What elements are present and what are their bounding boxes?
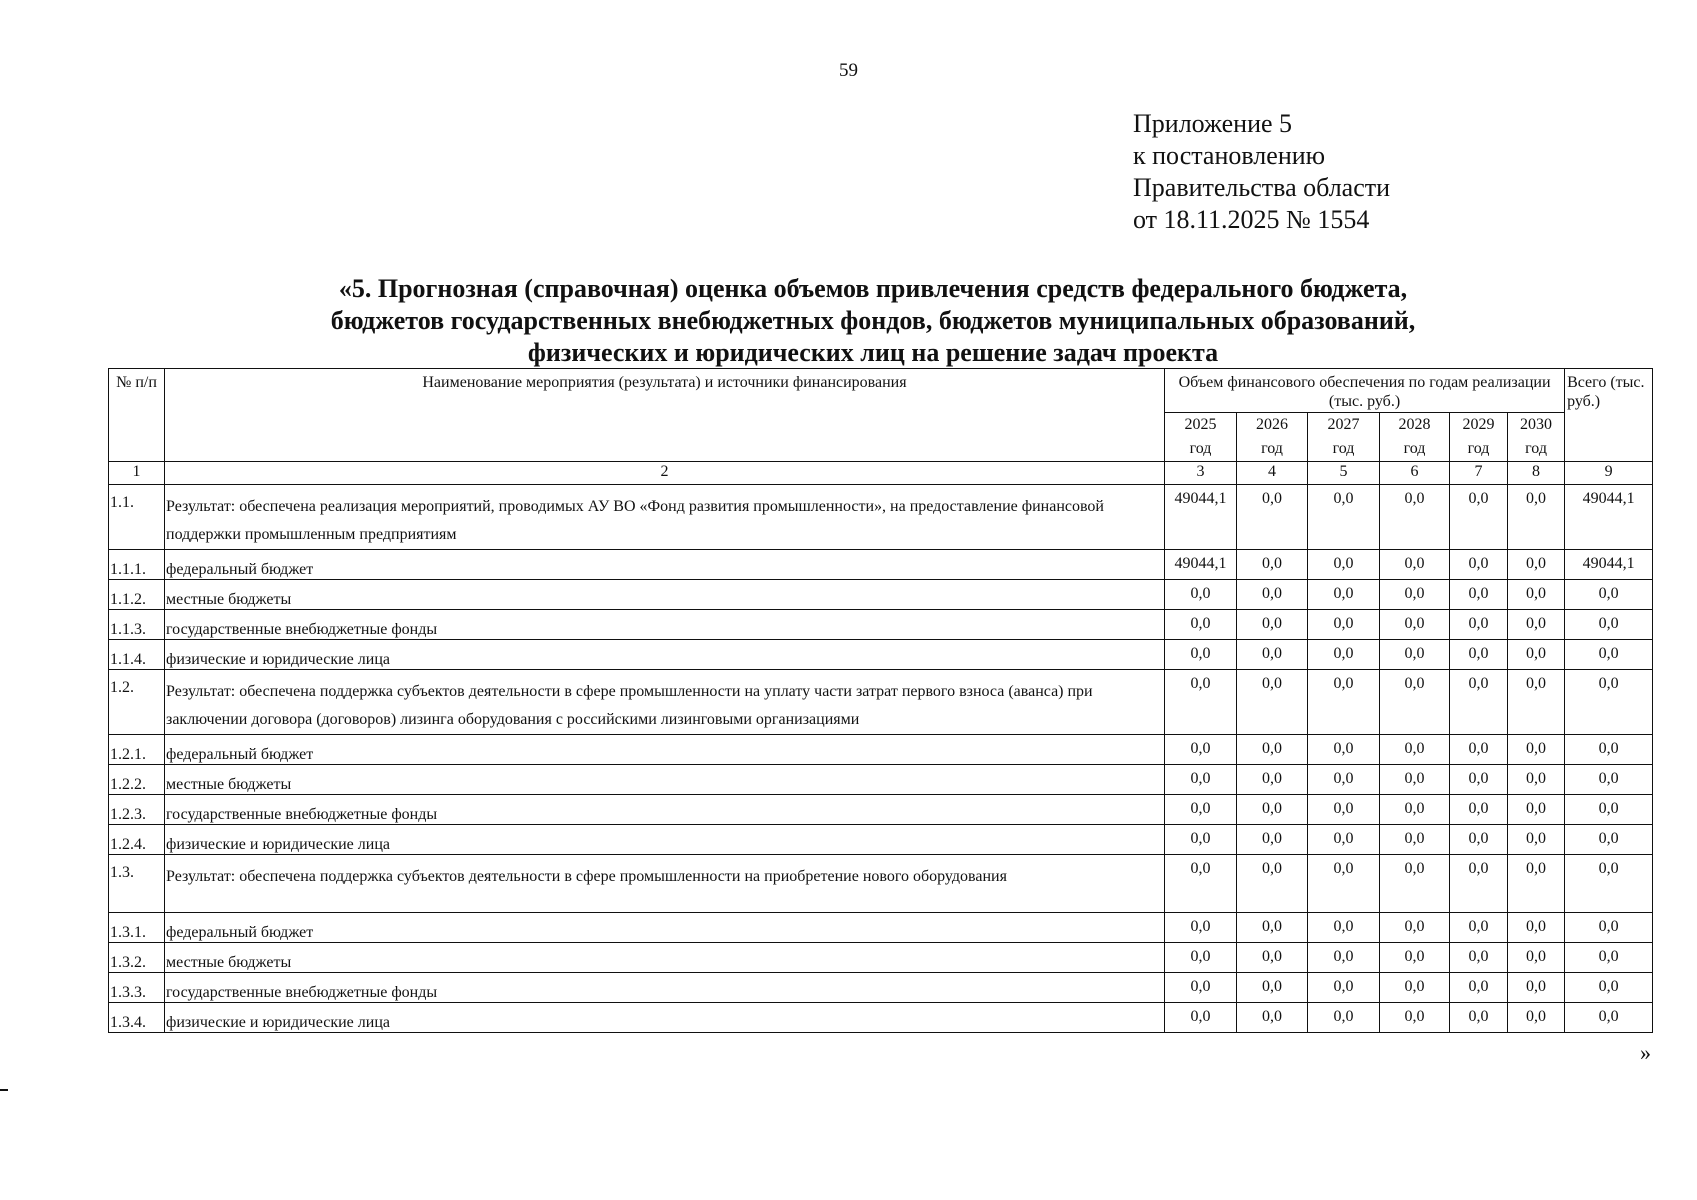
row-year-value: 0,0 — [1450, 825, 1508, 855]
row-year-value: 0,0 — [1450, 485, 1508, 550]
row-number: 1.3. — [109, 855, 165, 913]
column-index: 5 — [1308, 462, 1380, 485]
table-row — [109, 765, 1653, 795]
header-year-number: 2030 — [1520, 416, 1553, 433]
row-year-value: 0,0 — [1308, 610, 1380, 640]
row-year-value: 0,0 — [1237, 765, 1308, 795]
margin-mark — [0, 1089, 8, 1091]
row-year-value: 0,0 — [1450, 943, 1508, 973]
row-year-value: 0,0 — [1450, 735, 1508, 765]
table-row — [109, 670, 1653, 735]
row-year-value: 0,0 — [1165, 913, 1237, 943]
appendix-line: от 18.11.2025 № 1554 — [1133, 205, 1370, 234]
table-row — [109, 795, 1653, 825]
row-year-value: 0,0 — [1380, 640, 1450, 670]
column-index: 3 — [1165, 462, 1237, 485]
header-year — [1308, 413, 1380, 462]
row-year-value: 0,0 — [1308, 550, 1380, 580]
row-year-value: 0,0 — [1508, 670, 1565, 735]
row-year-value: 0,0 — [1508, 610, 1565, 640]
row-year-value: 0,0 — [1237, 795, 1308, 825]
header-total: Всего (тыс. руб.) — [1565, 369, 1653, 462]
row-name: федеральный бюджет — [165, 735, 1165, 765]
row-total-value: 0,0 — [1565, 580, 1653, 610]
row-year-value: 0,0 — [1308, 580, 1380, 610]
row-year-value: 0,0 — [1165, 795, 1237, 825]
row-year-value: 0,0 — [1508, 795, 1565, 825]
row-number: 1.1.3. — [109, 610, 165, 640]
row-year-value: 0,0 — [1450, 670, 1508, 735]
row-name: Результат: обеспечена реализация мероприятий, проводимых АУ ВО «Фонд развития промышленности», на предоставление финансовой поддержки промышленным предприятиям — [165, 485, 1165, 550]
table-row — [109, 943, 1653, 973]
row-name: государственные внебюджетные фонды — [165, 973, 1165, 1003]
row-year-value: 0,0 — [1380, 1003, 1450, 1033]
row-year-value: 0,0 — [1237, 640, 1308, 670]
row-number: 1.3.2. — [109, 943, 165, 973]
row-total-value: 0,0 — [1565, 913, 1653, 943]
row-year-value: 0,0 — [1308, 735, 1380, 765]
header-year-number: 2025 — [1184, 416, 1217, 433]
row-number: 1.2.1. — [109, 735, 165, 765]
row-name: местные бюджеты — [165, 943, 1165, 973]
row-year-value: 0,0 — [1165, 825, 1237, 855]
row-year-value: 0,0 — [1508, 550, 1565, 580]
row-total-value: 0,0 — [1565, 825, 1653, 855]
row-year-value: 0,0 — [1380, 825, 1450, 855]
row-year-value: 0,0 — [1165, 943, 1237, 973]
header-year-unit: год — [1467, 440, 1490, 457]
table-row — [109, 913, 1653, 943]
row-year-value: 0,0 — [1237, 485, 1308, 550]
row-name: физические и юридические лица — [165, 1003, 1165, 1033]
row-year-value: 0,0 — [1308, 825, 1380, 855]
column-index: 9 — [1565, 462, 1653, 485]
table-row — [109, 485, 1653, 550]
row-year-value: 0,0 — [1165, 765, 1237, 795]
closing-quote: » — [1640, 1040, 1651, 1065]
column-index: 1 — [109, 462, 165, 485]
row-year-value: 0,0 — [1508, 973, 1565, 1003]
row-year-value: 0,0 — [1380, 943, 1450, 973]
row-year-value: 0,0 — [1237, 1003, 1308, 1033]
row-total-value: 0,0 — [1565, 973, 1653, 1003]
header-year — [1450, 413, 1508, 462]
row-year-value: 0,0 — [1508, 855, 1565, 913]
row-year-value: 0,0 — [1237, 943, 1308, 973]
row-year-value: 0,0 — [1237, 855, 1308, 913]
row-year-value: 0,0 — [1450, 795, 1508, 825]
row-number: 1.2.3. — [109, 795, 165, 825]
row-name: местные бюджеты — [165, 580, 1165, 610]
row-name: государственные внебюджетные фонды — [165, 795, 1165, 825]
row-year-value: 0,0 — [1380, 795, 1450, 825]
row-total-value: 49044,1 — [1565, 485, 1653, 550]
header-year-unit: год — [1261, 440, 1283, 457]
table-row — [109, 735, 1653, 765]
page-number: 59 — [839, 60, 858, 81]
row-year-value: 0,0 — [1380, 913, 1450, 943]
row-number: 1.3.4. — [109, 1003, 165, 1033]
header-year-number: 2028 — [1398, 416, 1431, 433]
row-total-value: 0,0 — [1565, 670, 1653, 735]
row-year-value: 0,0 — [1308, 943, 1380, 973]
row-year-value: 0,0 — [1237, 670, 1308, 735]
row-number: 1.1. — [109, 485, 165, 550]
row-year-value: 0,0 — [1450, 640, 1508, 670]
row-year-value: 0,0 — [1508, 943, 1565, 973]
column-index: 7 — [1450, 462, 1508, 485]
row-year-value: 0,0 — [1380, 610, 1450, 640]
row-year-value: 0,0 — [1450, 610, 1508, 640]
row-total-value: 0,0 — [1565, 610, 1653, 640]
column-index: 4 — [1237, 462, 1308, 485]
row-year-value: 0,0 — [1508, 580, 1565, 610]
header-year — [1165, 413, 1237, 462]
row-total-value: 0,0 — [1565, 943, 1653, 973]
table-row — [109, 973, 1653, 1003]
header-year — [1237, 413, 1308, 462]
row-year-value: 0,0 — [1237, 580, 1308, 610]
row-number: 1.1.4. — [109, 640, 165, 670]
row-year-value: 0,0 — [1308, 765, 1380, 795]
row-year-value: 0,0 — [1450, 855, 1508, 913]
document-title — [108, 273, 1638, 369]
row-number: 1.1.2. — [109, 580, 165, 610]
table-row — [109, 610, 1653, 640]
row-year-value: 0,0 — [1308, 670, 1380, 735]
appendix-block — [1133, 108, 1390, 236]
column-index: 8 — [1508, 462, 1565, 485]
row-year-value: 0,0 — [1165, 610, 1237, 640]
table-row — [109, 640, 1653, 670]
table-row — [109, 1003, 1653, 1033]
row-year-value: 0,0 — [1165, 855, 1237, 913]
row-total-value: 0,0 — [1565, 735, 1653, 765]
row-number: 1.1.1. — [109, 550, 165, 580]
row-year-value: 0,0 — [1450, 973, 1508, 1003]
row-number: 1.2.2. — [109, 765, 165, 795]
row-year-value: 0,0 — [1237, 913, 1308, 943]
row-year-value: 0,0 — [1237, 735, 1308, 765]
row-total-value: 0,0 — [1565, 855, 1653, 913]
row-year-value: 0,0 — [1380, 735, 1450, 765]
row-year-value: 0,0 — [1165, 640, 1237, 670]
appendix-line: к постановлению — [1133, 141, 1326, 170]
row-total-value: 0,0 — [1565, 765, 1653, 795]
row-year-value: 0,0 — [1508, 640, 1565, 670]
row-name: физические и юридические лица — [165, 640, 1165, 670]
row-year-value: 0,0 — [1380, 485, 1450, 550]
row-number: 1.3.1. — [109, 913, 165, 943]
header-num: № п/п — [109, 369, 165, 462]
row-year-value: 0,0 — [1165, 580, 1237, 610]
funding-table — [108, 368, 1653, 1033]
title-line: физических и юридических лиц на решение задач проекта — [527, 338, 1219, 367]
header-year-number: 2029 — [1462, 416, 1495, 433]
table-row — [109, 825, 1653, 855]
row-year-value: 0,0 — [1308, 1003, 1380, 1033]
appendix-line: Приложение 5 — [1133, 109, 1293, 138]
row-year-value: 0,0 — [1308, 973, 1380, 1003]
header-year — [1380, 413, 1450, 462]
row-year-value: 0,0 — [1165, 670, 1237, 735]
row-year-value: 0,0 — [1508, 485, 1565, 550]
row-total-value: 0,0 — [1565, 795, 1653, 825]
row-number: 1.2. — [109, 670, 165, 735]
row-year-value: 0,0 — [1450, 550, 1508, 580]
header-year-unit: год — [1332, 440, 1355, 457]
appendix-line: Правительства области — [1133, 173, 1391, 202]
header-year-unit: год — [1403, 440, 1426, 457]
title-line: бюджетов государственных внебюджетных фондов, бюджетов муниципальных образований, — [330, 306, 1416, 335]
row-year-value: 0,0 — [1450, 765, 1508, 795]
header-year — [1508, 413, 1565, 462]
row-total-value: 0,0 — [1565, 640, 1653, 670]
row-year-value: 49044,1 — [1165, 550, 1237, 580]
row-year-value: 0,0 — [1308, 640, 1380, 670]
row-year-value: 49044,1 — [1165, 485, 1237, 550]
table-row — [109, 550, 1653, 580]
row-year-value: 0,0 — [1308, 913, 1380, 943]
header-volume: Объем финансового обеспечения по годам реализации (тыс. руб.) — [1165, 369, 1565, 413]
row-year-value: 0,0 — [1237, 610, 1308, 640]
row-year-value: 0,0 — [1380, 765, 1450, 795]
row-name: физические и юридические лица — [165, 825, 1165, 855]
row-year-value: 0,0 — [1237, 973, 1308, 1003]
row-year-value: 0,0 — [1450, 580, 1508, 610]
row-year-value: 0,0 — [1308, 855, 1380, 913]
row-name: федеральный бюджет — [165, 913, 1165, 943]
row-number: 1.3.3. — [109, 973, 165, 1003]
row-year-value: 0,0 — [1450, 913, 1508, 943]
row-year-value: 0,0 — [1380, 670, 1450, 735]
row-year-value: 0,0 — [1380, 855, 1450, 913]
row-name: Результат: обеспечена поддержка субъектов деятельности в сфере промышленности на приобретение нового оборудования — [165, 855, 1165, 913]
row-year-value: 0,0 — [1308, 485, 1380, 550]
column-index: 6 — [1380, 462, 1450, 485]
header-year-unit: год — [1525, 440, 1547, 457]
row-name: местные бюджеты — [165, 765, 1165, 795]
row-year-value: 0,0 — [1380, 973, 1450, 1003]
table-row — [109, 580, 1653, 610]
row-year-value: 0,0 — [1508, 735, 1565, 765]
row-number: 1.2.4. — [109, 825, 165, 855]
row-year-value: 0,0 — [1508, 913, 1565, 943]
row-total-value: 0,0 — [1565, 1003, 1653, 1033]
header-year-number: 2026 — [1256, 416, 1288, 433]
row-year-value: 0,0 — [1237, 550, 1308, 580]
row-year-value: 0,0 — [1165, 1003, 1237, 1033]
row-name: государственные внебюджетные фонды — [165, 610, 1165, 640]
row-year-value: 0,0 — [1165, 973, 1237, 1003]
header-name: Наименование мероприятия (результата) и источники финансирования — [165, 369, 1165, 462]
row-year-value: 0,0 — [1380, 580, 1450, 610]
header-year-unit: год — [1189, 440, 1212, 457]
row-year-value: 0,0 — [1450, 1003, 1508, 1033]
row-year-value: 0,0 — [1308, 795, 1380, 825]
row-year-value: 0,0 — [1508, 1003, 1565, 1033]
header-year-number: 2027 — [1327, 416, 1360, 433]
title-line: «5. Прогнозная (справочная) оценка объемов привлечения средств федерального бюджета, — [338, 274, 1408, 303]
row-name: Результат: обеспечена поддержка субъектов деятельности в сфере промышленности на уплату части затрат первого взноса (аванса) при заключении договора (договоров) лизинга оборудования с российскими лизинговыми организациями — [165, 670, 1165, 735]
row-name: федеральный бюджет — [165, 550, 1165, 580]
row-year-value: 0,0 — [1237, 825, 1308, 855]
row-total-value: 49044,1 — [1565, 550, 1653, 580]
row-year-value: 0,0 — [1508, 825, 1565, 855]
table-row — [109, 855, 1653, 913]
row-year-value: 0,0 — [1508, 765, 1565, 795]
column-index: 2 — [165, 462, 1165, 485]
row-year-value: 0,0 — [1165, 735, 1237, 765]
row-year-value: 0,0 — [1380, 550, 1450, 580]
